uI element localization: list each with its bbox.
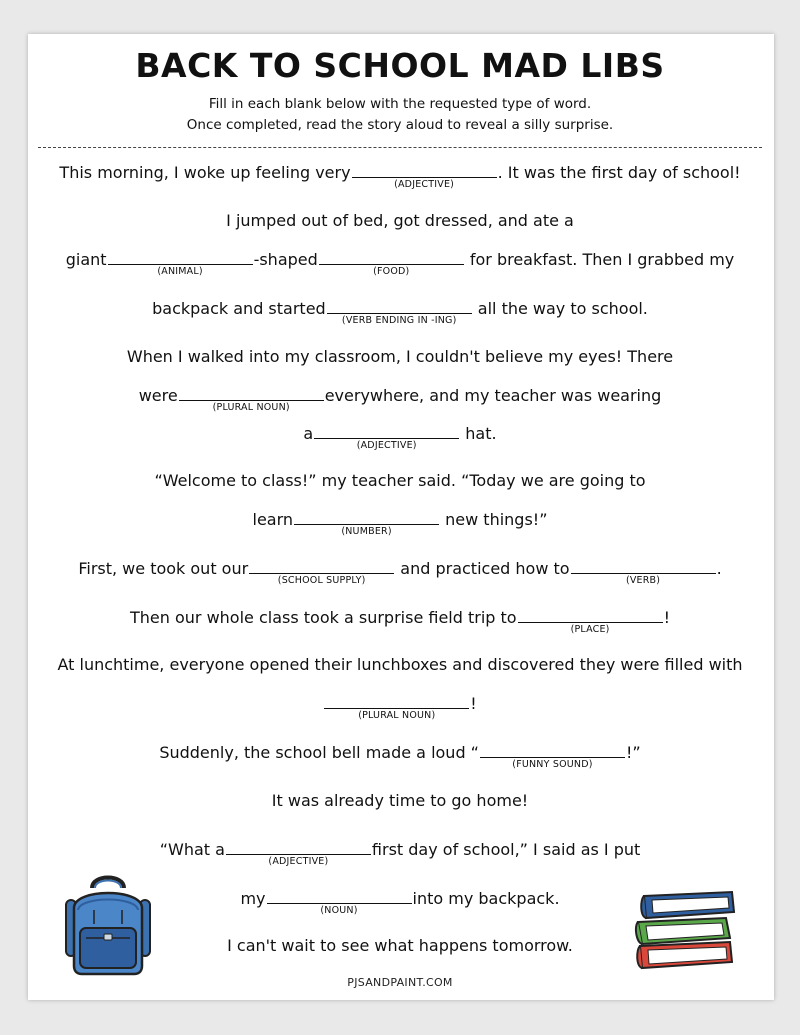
instructions-line-1: Fill in each blank below with the requested type of word.	[208, 96, 592, 112]
footer-website: PJSANDPAINT.COM	[347, 976, 453, 989]
story-line-14: Suddenly, the school bell made a loud “ (FUNNY SOUND) !”	[159, 743, 641, 770]
story-line-4: backpack and started (VERB ENDING IN -ING) all the way to school.	[152, 299, 648, 326]
story-line-8: “Welcome to class!” my teacher said. “Today we are going to	[154, 471, 646, 490]
story-line-7: a (ADJECTIVE) hat.	[303, 424, 497, 451]
blank-adjective[interactable]	[226, 839, 371, 867]
story-line-12: At lunchtime, everyone opened their lunchboxes and discovered they were filled with	[57, 655, 743, 674]
story-line-13: (PLURAL NOUN) !	[0, 693, 800, 714]
blank-hint: (FOOD)	[373, 266, 410, 277]
blank-adjective[interactable]	[352, 162, 497, 190]
story-line-9: learn (NUMBER) new things!”	[252, 510, 548, 537]
instructions-line-2: Once completed, read the story aloud to reveal a silly surprise.	[186, 117, 614, 133]
blank-hint: (ADJECTIVE)	[394, 179, 455, 190]
blank-hint: (SCHOOL SUPPLY)	[277, 575, 366, 586]
story-line-15: It was already time to go home!	[271, 791, 529, 810]
blank-animal[interactable]	[108, 249, 253, 277]
blank-number[interactable]	[294, 509, 439, 537]
blank-hint: (VERB ENDING IN -ING)	[341, 315, 457, 326]
page-title: BACK TO SCHOOL MAD LIBS	[135, 46, 665, 85]
blank-hint: (NUMBER)	[341, 526, 392, 537]
blank-hint: (ADJECTIVE)	[356, 440, 417, 451]
story-line-11: Then our whole class took a surprise field trip to (PLACE) !	[130, 608, 670, 635]
dashed-divider	[38, 147, 762, 148]
blank-hint: (PLACE)	[570, 624, 610, 635]
story-line-3: giant (ANIMAL) -shaped (FOOD) for breakfast. Then I grabbed my	[65, 250, 735, 277]
blank-food[interactable]	[319, 249, 464, 277]
blank-noun[interactable]	[267, 888, 412, 916]
blank-plural-noun[interactable]	[179, 385, 324, 413]
blank-funny-sound[interactable]	[480, 742, 625, 770]
story-line-5: When I walked into my classroom, I couldn't believe my eyes! There	[126, 347, 674, 366]
story-line-6: were (PLURAL NOUN) everywhere, and my teacher was wearing	[138, 386, 662, 413]
backpack-icon	[64, 870, 152, 978]
story-line-16: “What a (ADJECTIVE) first day of school,” I said as I put	[159, 840, 641, 867]
story-line-1: This morning, I woke up feeling very (ADJECTIVE) . It was the first day of school!	[59, 163, 741, 190]
story-line-17: my (NOUN) into my backpack.	[240, 889, 560, 916]
blank-plural-noun[interactable]	[324, 693, 469, 721]
blank-school-supply[interactable]	[249, 558, 394, 586]
book-stack-icon	[634, 884, 740, 978]
blank-hint: (NOUN)	[320, 905, 358, 916]
story-line-18: I can't wait to see what happens tomorrow.	[227, 936, 573, 955]
blank-verb-ing[interactable]	[327, 298, 472, 326]
blank-hint: (VERB)	[625, 575, 661, 586]
blank-hint: (PLURAL NOUN)	[212, 402, 290, 413]
story-line-2: I jumped out of bed, got dressed, and ate a	[226, 211, 574, 230]
blank-hint: (ADJECTIVE)	[268, 856, 329, 867]
blank-hint: (FUNNY SOUND)	[512, 759, 593, 770]
blank-verb[interactable]	[571, 558, 716, 586]
blank-hint: (PLURAL NOUN)	[358, 710, 436, 721]
blank-place[interactable]	[518, 607, 663, 635]
story-line-10: First, we took out our (SCHOOL SUPPLY) and practiced how to (VERB) .	[78, 559, 722, 586]
blank-hint: (ANIMAL)	[157, 266, 203, 277]
